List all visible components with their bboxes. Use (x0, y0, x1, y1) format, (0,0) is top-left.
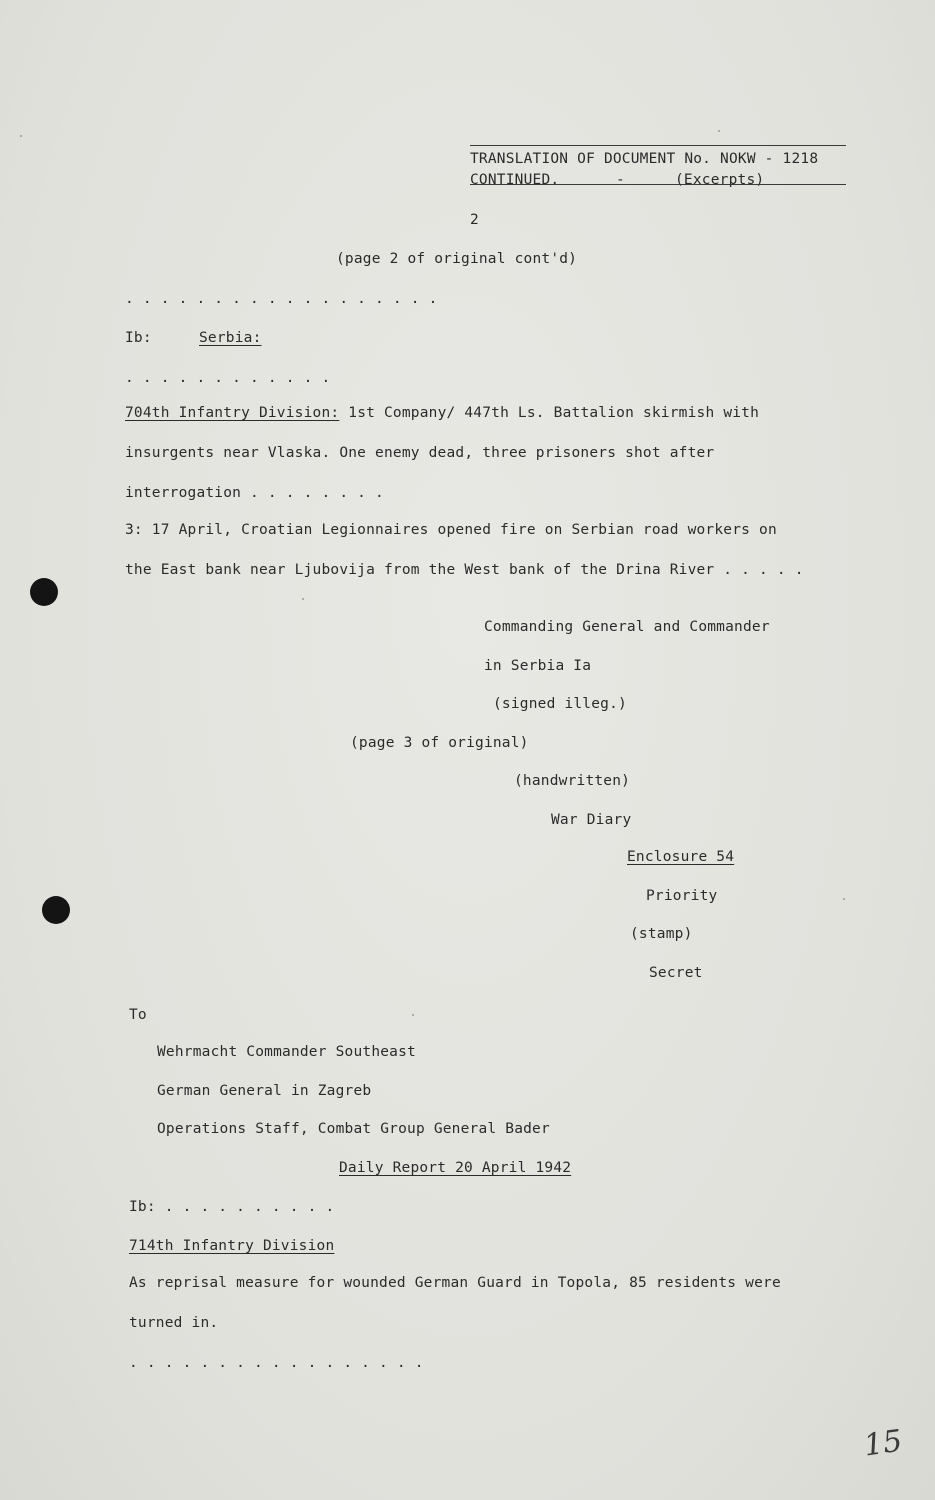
div704-line3: interrogation . . . . . . . . (125, 485, 384, 501)
secret-label: Secret (649, 965, 703, 981)
section-label-ib-2: Ib: . . . . . . . . . . (129, 1199, 335, 1215)
div704-name: 704th Infantry Division: (125, 405, 340, 421)
ellipsis-row: . . . . . . . . . . . . . . . . . . (125, 291, 438, 307)
section-label-ib: Ib: (125, 330, 152, 346)
enclosure-label: Enclosure 54 (627, 849, 735, 865)
div714-line1: As reprisal measure for wounded German Guard in Topola, 85 residents were (129, 1275, 781, 1291)
paper-speck (302, 598, 304, 600)
page2-note: (page 2 of original cont'd) (336, 251, 578, 267)
stamp-label: (stamp) (630, 926, 693, 942)
handwritten-note: (handwritten) (514, 773, 631, 789)
addressee-2: German General in Zagreb (157, 1083, 372, 1099)
addressee-3: Operations Staff, Combat Group General Bader (157, 1121, 550, 1137)
priority-label: Priority (646, 888, 718, 904)
paper-speck (718, 130, 720, 132)
div704-line1 (125, 404, 759, 422)
header-bottom-rule (470, 184, 846, 185)
header-subtitle (470, 171, 846, 189)
addressee-1: Wehrmacht Commander Southeast (157, 1044, 416, 1060)
ellipsis-row: . . . . . . . . . . . . . . . . . (129, 1355, 424, 1371)
header-dash: - (616, 172, 625, 188)
punch-hole-upper (30, 578, 58, 606)
punch-hole-lower (42, 896, 70, 924)
div714-line2: turned in. (129, 1315, 219, 1331)
page3-note: (page 3 of original) (350, 735, 529, 751)
header-continued: CONTINUED. (470, 172, 560, 188)
div714-name: 714th Infantry Division (129, 1238, 335, 1254)
page-number: 2 (470, 212, 479, 228)
header-excerpts: (Excerpts) (675, 172, 765, 188)
signature-line3: (signed illeg.) (493, 696, 627, 712)
div704-line1-rest: 1st Company/ 447th Ls. Battalion skirmish with (348, 405, 760, 421)
war-diary: War Diary (551, 812, 632, 828)
item3-line1: 3: 17 April, Croatian Legionnaires opened fire on Serbian road workers on (125, 522, 777, 538)
ellipsis-row: . . . . . . . . . . . . (125, 370, 331, 386)
paper-speck (412, 1014, 414, 1016)
section-title-serbia: Serbia: (199, 330, 262, 346)
signature-line1: Commanding General and Commander (484, 619, 770, 635)
daily-report-title: Daily Report 20 April 1942 (339, 1160, 572, 1176)
paper-speck (843, 898, 845, 900)
header-top-rule (470, 145, 846, 146)
paper-speck (20, 135, 22, 137)
signature-line2: in Serbia Ia (484, 658, 592, 674)
div704-line2: insurgents near Vlaska. One enemy dead, three prisoners shot after (125, 445, 715, 461)
item3-line2: the East bank near Ljubovija from the West bank of the Drina River . . . . . (125, 562, 804, 578)
header-title: TRANSLATION OF DOCUMENT No. NOKW - 1218 (470, 151, 819, 167)
handwritten-folio-number: 15 (861, 1423, 905, 1464)
to-label: To (129, 1007, 147, 1023)
